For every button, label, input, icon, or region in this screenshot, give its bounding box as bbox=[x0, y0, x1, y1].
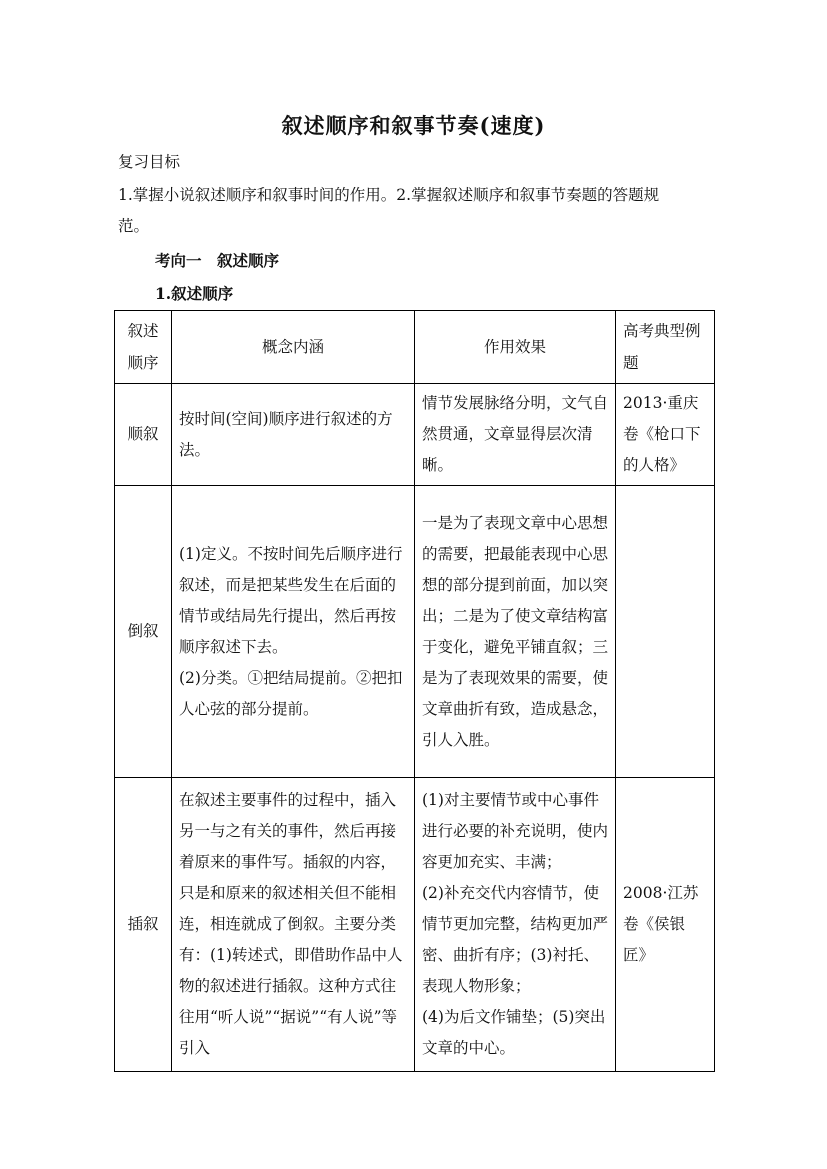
header-concept: 概念内涵 bbox=[172, 311, 415, 384]
row-concept: 按时间(空间)顺序进行叙述的方法。 bbox=[172, 384, 415, 486]
row-concept: (1)定义。不按时间先后顺序进行叙述，而是把某些发生在后面的情节或结局先行提出，然后再按顺序叙述下去。 (2)分类。①把结局提前。②把扣人心弦的部分提前。 bbox=[172, 486, 415, 778]
objective-paragraph bbox=[118, 180, 718, 242]
table-row bbox=[115, 778, 715, 1072]
page-title: 叙述顺序和叙事节奏(速度) bbox=[281, 113, 546, 138]
direction-heading: 考向一 叙述顺序 bbox=[155, 251, 280, 270]
sub-heading: 1.叙述顺序 bbox=[155, 284, 234, 303]
objective-line-2: 范。 bbox=[118, 217, 150, 235]
row-concept: 在叙述主要事件的过程中，插入另一与之有关的事件，然后再接着原来的事件写。插叙的内容，只是和原来的叙述相关但不能相连，相连就成了倒叙。主要分类有：(1)转述式，即借助作品中人物的叙述进行插叙。这种方式往往用“听人说”“据说”“有人说”等引入 bbox=[172, 778, 415, 1072]
row-example: 2008·江苏卷《侯银匠》 bbox=[616, 778, 715, 1072]
row-name: 倒叙 bbox=[115, 486, 172, 778]
table-row bbox=[115, 384, 715, 486]
header-example: 高考典型例 题 bbox=[616, 311, 715, 384]
review-heading: 复习目标 bbox=[118, 153, 181, 171]
objective-line-1: 1.掌握小说叙述顺序和叙事时间的作用。2.掌握叙述顺序和叙事节奏题的答题规 bbox=[118, 186, 660, 204]
row-example: 2013·重庆卷《枪口下的人格》 bbox=[616, 384, 715, 486]
row-effect: 一是为了表现文章中心思想的需要，把最能表现中心思想的部分提到前面，加以突出；二是为了使文章结构富于变化，避免平铺直叙；三是为了表现效果的需要，使文章曲折有致，造成悬念，引人入胜。 bbox=[415, 486, 616, 778]
header-effect: 作用效果 bbox=[415, 311, 616, 384]
table-header-row bbox=[115, 311, 715, 384]
row-effect: (1)对主要情节或中心事件进行必要的补充说明，使内容更加充实、丰满； (2)补充交代内容情节，使情节更加完整，结构更加严密、曲折有序；(3)衬托、表现人物形象； (4)为后文作铺垫；(5)突出文章的中心。 bbox=[415, 778, 616, 1072]
row-example bbox=[616, 486, 715, 778]
row-name: 顺叙 bbox=[115, 384, 172, 486]
table-row bbox=[115, 486, 715, 778]
row-name: 插叙 bbox=[115, 778, 172, 1072]
header-order: 叙述 顺序 bbox=[115, 311, 172, 384]
narrative-order-table bbox=[114, 310, 715, 1072]
row-effect: 情节发展脉络分明，文气自然贯通，文章显得层次清晰。 bbox=[415, 384, 616, 486]
